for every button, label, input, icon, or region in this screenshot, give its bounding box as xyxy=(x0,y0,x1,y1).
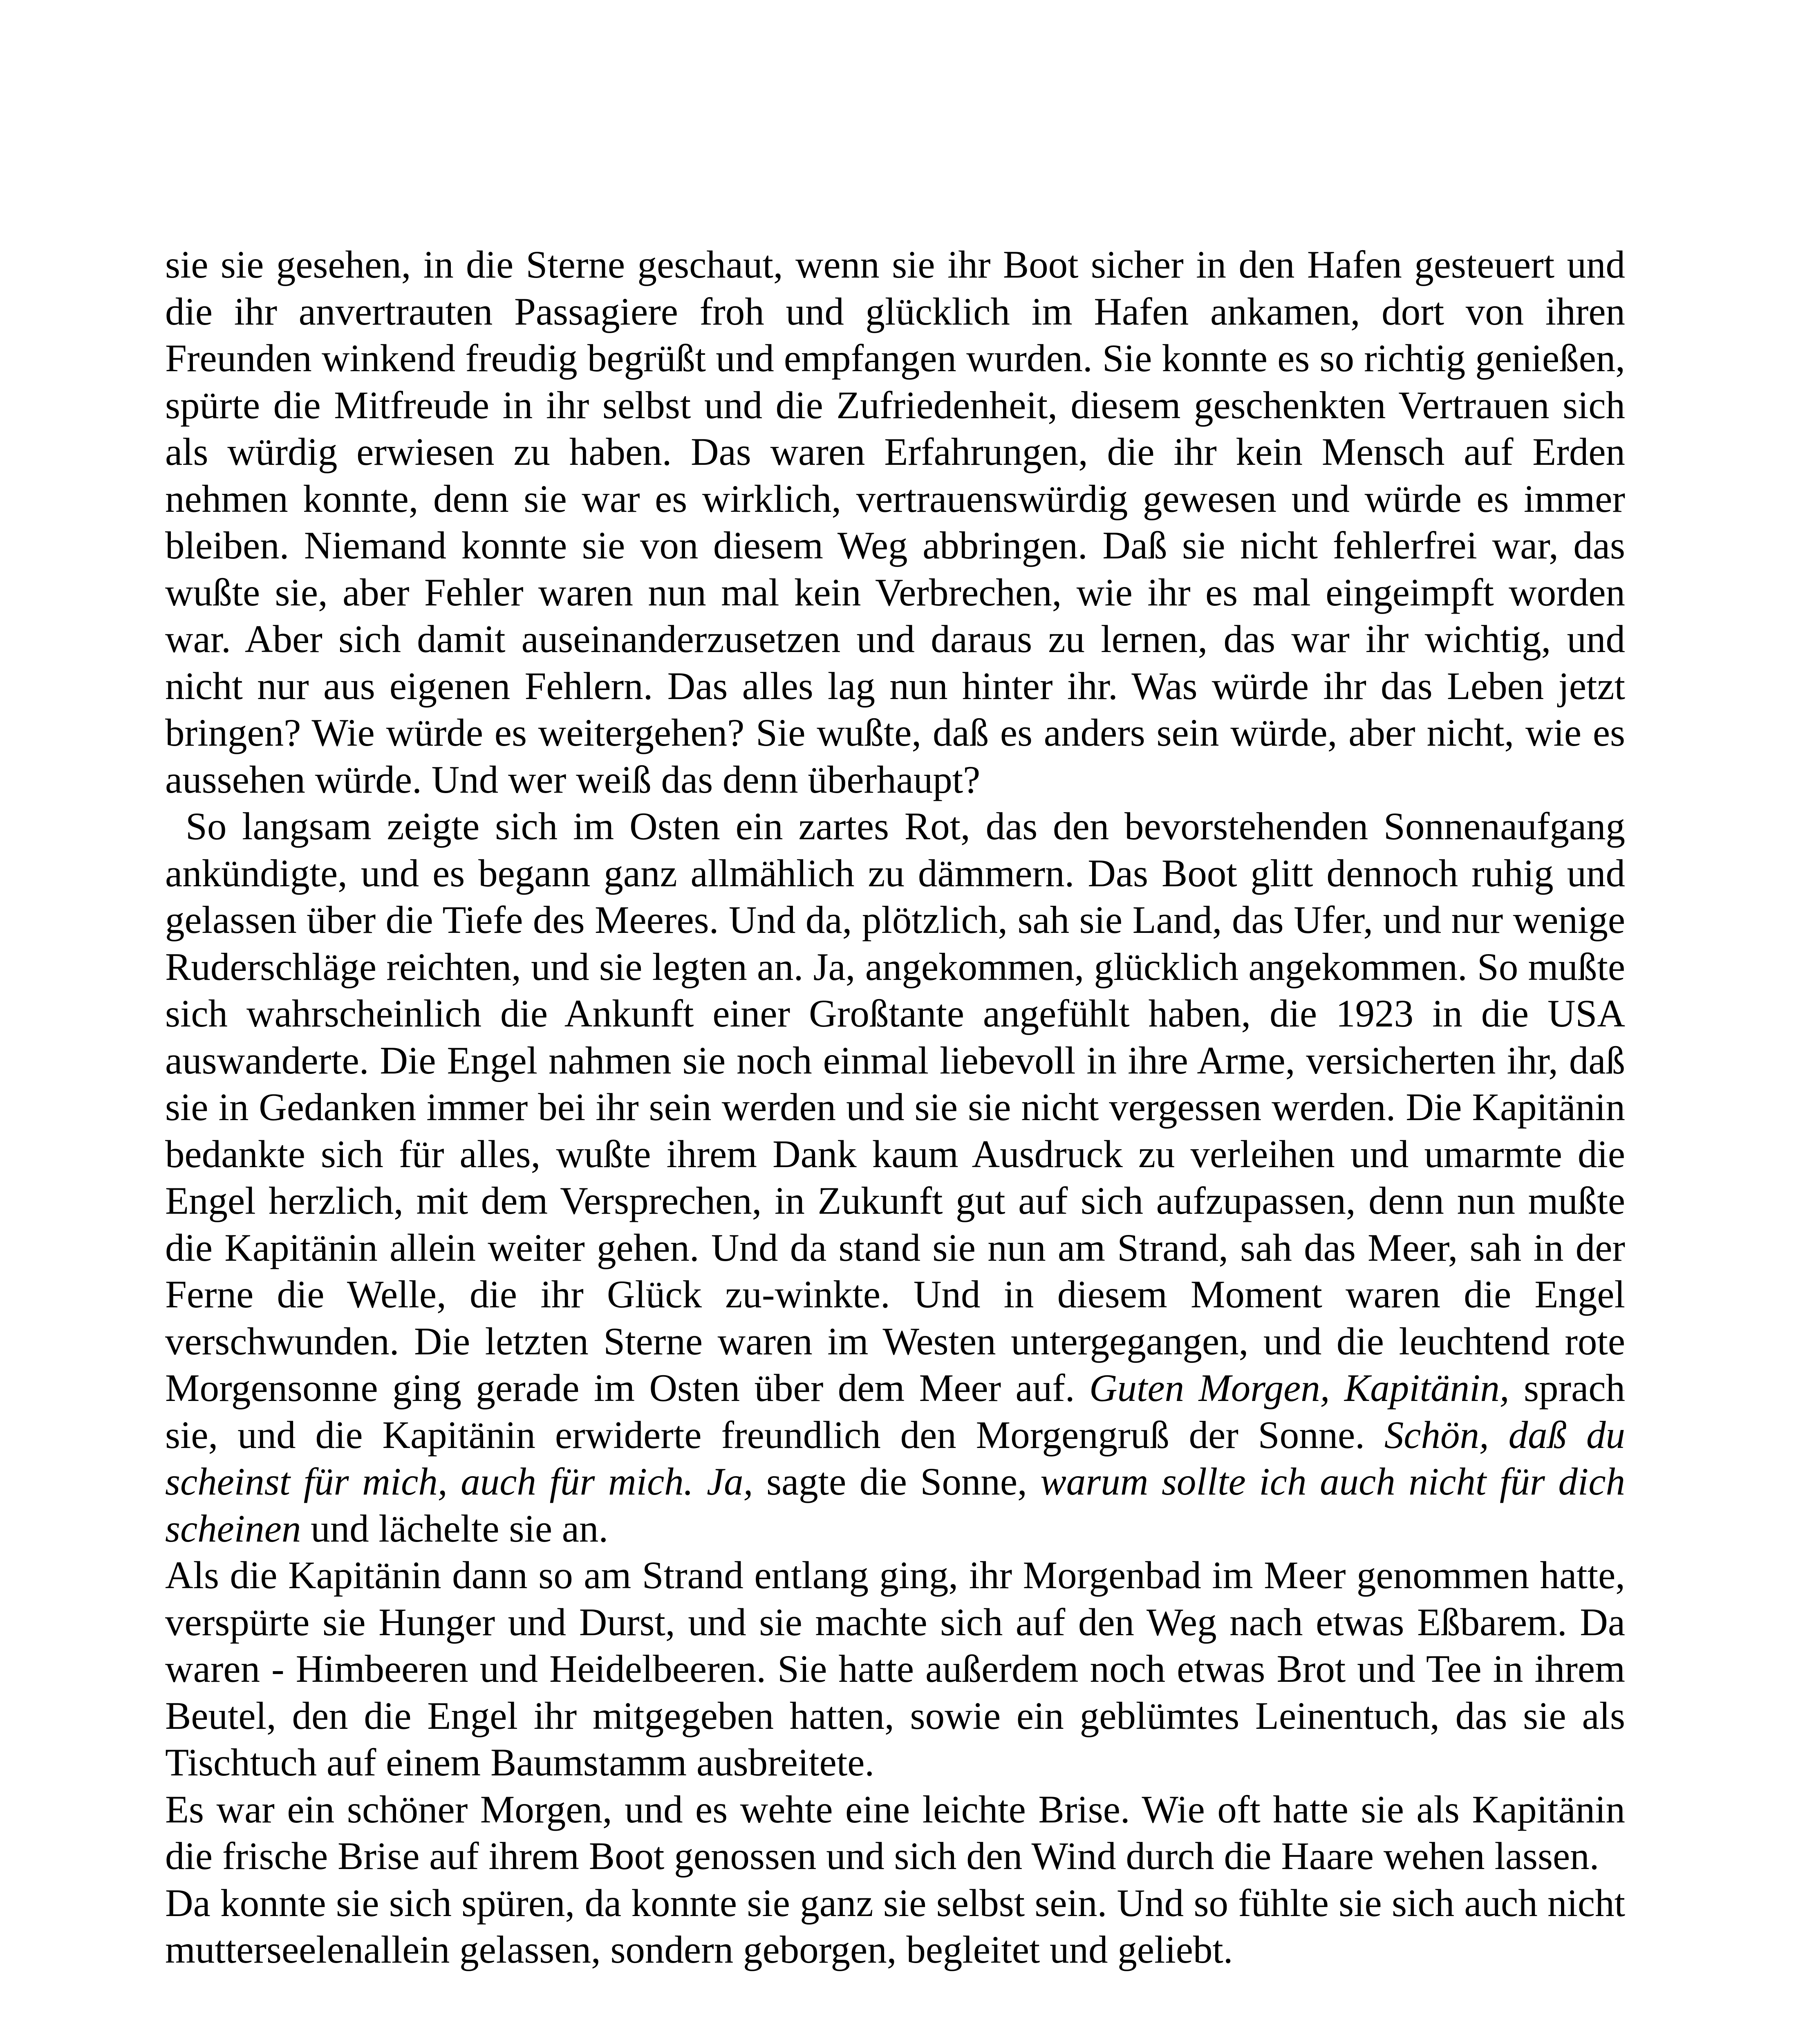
paragraph-text: und lächelte sie an. xyxy=(301,1506,609,1550)
paragraph-text: sagte die Sonne, xyxy=(753,1460,1041,1503)
paragraph-text: So langsam zeigte sich im Osten ein zartes Rot, das den bevorstehenden Sonnenaufgang ankündigte, und es begann ganz allmählich zu dämmern. Das Boot glitt dennoch ruhig und gelassen über die Tiefe des Meeres. Und da, plötzlich, sah sie Land, das Ufer, und nur wenige Ruderschläge reichten, und sie legten an. Ja, angekommen, glücklich angekommen. So mußte sich wahrscheinlich die Ankunft einer Großtante angefühlt haben, die 1923 in die USA auswanderte. Die Engel nahmen sie noch einmal liebevoll in ihre Arme, versicherten ihr, daß sie in Gedanken immer bei ihr sein werden und sie sie nicht vergessen werden. Die Kapitänin bedankte sich für alles, wußte ihrem Dank kaum Ausdruck zu verleihen und umarmte die Engel herzlich, mit dem Versprechen, in Zukunft gut auf sich aufzupassen, denn nun mußte die Kapitänin allein weiter gehen. Und da stand sie nun am Strand, sah das Meer, sah in der Ferne die Welle, die ihr Glück zu-winkte. Und in diesem Moment waren die Engel verschwunden. Die letzten Sterne waren im Westen untergegangen, und die leuchtend rote Morgensonne ging gerade im Osten über dem Meer auf. xyxy=(165,805,1625,1410)
paragraph-text: Als die Kapitänin dann so am Strand entlang ging, ihr Morgenbad im Meer genommen hatte, verspürte sie Hunger und Durst, und sie machte sich auf den Weg nach etwas Eßbarem. Da waren - Himbeeren und Heidelbeeren. Sie hatte außerdem noch etwas Brot und Tee in ihrem Beutel, den die Engel ihr mitgegeben hatten, sowie ein geblümtes Leinentuch, das sie als Tischtuch auf einem Baumstamm ausbreitete. xyxy=(165,1553,1625,1784)
italic-quote: warum sollte ich auch nicht für dich scheinen xyxy=(165,1460,1625,1550)
paragraph xyxy=(165,1786,1625,1880)
italic-quote: Guten Morgen, Kapitänin, xyxy=(1089,1366,1509,1410)
paragraph xyxy=(165,1880,1625,1973)
paragraph xyxy=(165,1552,1625,1786)
paragraph xyxy=(165,803,1625,1552)
paragraph-text: sie sie gesehen, in die Sterne geschaut, wenn sie ihr Boot sicher in den Hafen gesteuert und die ihr anvertrauten Passagiere froh und glücklich im Hafen ankamen, dort von ihren Freunden winkend freudig begrüßt und empfangen wurden. Sie konnte es so richtig genießen, spürte die Mitfreude in ihr selbst und die Zufriedenheit, diesem geschenkten Vertrauen sich als würdig erwiesen zu haben. Das waren Erfahrungen, die ihr kein Mensch auf Erden nehmen konnte, denn sie war es wirklich, vertrauenswürdig gewesen und würde es immer bleiben. Niemand konnte sie von diesem Weg abbringen. Daß sie nicht fehlerfrei war, das wußte sie, aber Fehler waren nun mal kein Verbrechen, wie ihr es mal eingeimpft worden war. Aber sich damit auseinanderzusetzen und daraus zu lernen, das war ihr wichtig, und nicht nur aus eigenen Fehlern. Das alles lag nun hinter ihr. Was würde ihr das Leben jetzt bringen? Wie würde es weitergehen? Sie wußte, daß es anders sein würde, aber nicht, wie es aussehen würde. Und wer weiß das denn überhaupt? xyxy=(165,243,1625,801)
body-text xyxy=(165,241,1625,1973)
italic-quote: Schön, daß du scheinst für mich, auch für mich. Ja, xyxy=(165,1413,1625,1503)
paragraph-text: Es war ein schöner Morgen, und es wehte eine leichte Brise. Wie oft hatte sie als Kapitänin die frische Brise auf ihrem Boot genossen und sich den Wind durch die Haare wehen lassen. xyxy=(165,1787,1625,1878)
paragraph-text: Da konnte sie sich spüren, da konnte sie ganz sie selbst sein. Und so fühlte sie sich auch nicht mutterseelenallein gelassen, sondern geborgen, begleitet und geliebt. xyxy=(165,1881,1625,1971)
paragraph xyxy=(165,241,1625,803)
paragraph-text: sprach sie, und die Kapitänin erwiderte freundlich den Morgengruß der Sonne. xyxy=(165,1366,1625,1457)
